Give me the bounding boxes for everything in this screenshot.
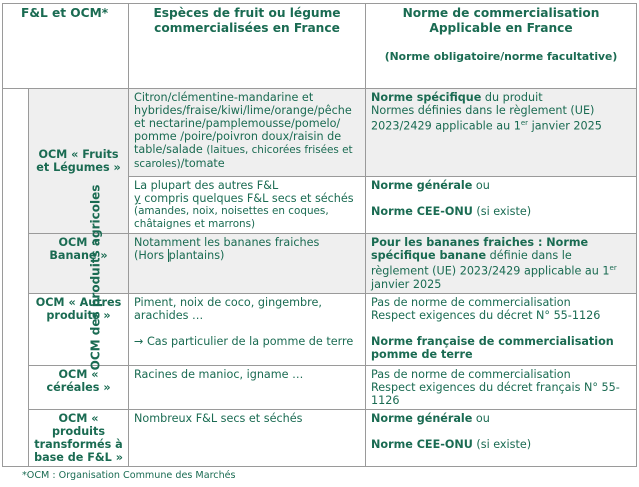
header-species: Espèces de fruit ou légume commercialisées en France (129, 4, 366, 89)
norm-fl-b (366, 177, 637, 234)
header-norm (366, 4, 637, 89)
species-banane (129, 234, 366, 294)
norm-fl-b2-bold: Norme CEE-ONU (371, 205, 473, 218)
header-norm-line2: Applicable en France (429, 21, 573, 35)
table-row (3, 89, 637, 177)
species-fl-a-end: /tomate (180, 157, 225, 170)
norm-banane-bold: Pour les bananes fraiches : Norme spécifique banane (371, 236, 589, 262)
norm-fl-a-bold: Norme spécifique (371, 91, 482, 104)
species-banane-line2b: plantains) (168, 249, 225, 262)
norm-banane-sup: er (609, 264, 617, 272)
norm-transformes-bold: Norme générale (371, 411, 473, 425)
species-autres-line1: Piment, noix de coco, gingembre, arachides … (134, 295, 322, 322)
species-autres-line2: → Cas particulier de la pomme de terre (134, 334, 354, 348)
header-row (3, 4, 637, 89)
header-norm-line1: Norme de commercialisation (402, 6, 600, 20)
norm-cereales (366, 365, 637, 409)
species-fl-a-small: (laitues, chicorées frisées et scaroles) (134, 144, 353, 170)
norm-autres-line2: Respect exigences du décret N° 55-1126 (371, 308, 601, 322)
norm-cereales-line2: Respect exigences du décret français N° 55-1126 (371, 380, 620, 407)
table-row (3, 409, 637, 466)
ocm-transformes: OCM « produits transformés à base de F&L » (29, 409, 129, 466)
norms-table (2, 3, 637, 467)
norm-cereales-line1: Pas de norme de commercialisation (371, 367, 571, 381)
norm-fl-a-sup: er (520, 119, 529, 127)
ocm-fl-label: OCM « Fruits et Légumes » (36, 148, 121, 174)
ocm-banane: OCM « Banane » (29, 234, 129, 294)
norm-fl-b-rest: ou (472, 179, 490, 192)
species-fl-b-y: y (134, 192, 141, 205)
norm-banane-end: janvier 2025 (371, 277, 442, 291)
norm-transformes2-rest: (si existe) (472, 437, 532, 451)
norm-fl-a-line2: Normes définies dans le règlement (UE) 2023/2429 applicable au 1 (371, 104, 595, 133)
ocm-fl (29, 89, 129, 234)
species-fl-a-text: Citron/clémentine-mandarine et hybrides/fraise/kiwi/lime/orange/pêche et nectarine/pamplemousse/pomelo/ pomme /poire/poivron doux/raisin de table/salade (134, 91, 352, 156)
species-banane-line2a: (Hors (134, 249, 168, 262)
norm-transformes (366, 409, 637, 466)
species-fl-b-small: (amandes, noix, noisettes en coques, châtaignes et marrons) (134, 205, 329, 230)
norm-fl-b2-rest: (si existe) (472, 205, 532, 218)
norm-fl-a (366, 89, 637, 177)
norm-banane-rest: définie dans le règlement (UE) 2023/2429 applicable au 1 (371, 249, 610, 278)
species-fl-b-line2: compris quelques F&L secs et séchés (140, 192, 354, 205)
species-fl-b-line1: La plupart des autres F&L (134, 179, 279, 192)
species-fl-a (129, 89, 366, 177)
header-norm-sub: (Norme obligatoire/norme facultative) (384, 50, 618, 63)
ocm-cereales: OCM « céréales » (29, 365, 129, 409)
species-banane-line1: Notamment les bananes fraiches (134, 236, 320, 249)
norm-transformes-rest: ou (472, 411, 490, 425)
norm-banane (366, 234, 637, 294)
species-cereales: Racines de manioc, igname … (129, 365, 366, 409)
norm-fl-a-rest: du produit (481, 91, 543, 104)
table-row (3, 365, 637, 409)
norm-transformes2-bold: Norme CEE-ONU (371, 437, 473, 451)
species-autres (129, 293, 366, 365)
footnote: *OCM : Organisation Commune des Marchés (22, 470, 236, 481)
species-fl-b (129, 177, 366, 234)
species-transformes: Nombreux F&L secs et séchés (129, 409, 366, 466)
norm-autres (366, 293, 637, 365)
side-label: OCM des produits agricoles (88, 184, 103, 371)
header-fl-ocm: F&L et OCM* (3, 4, 129, 89)
norm-autres-line1: Pas de norme de commercialisation (371, 295, 571, 309)
ocm-autres: OCM « Autres produits » (29, 293, 129, 365)
norm-autres-bold: Norme française de commercialisation pomme de terre (371, 334, 614, 361)
norm-fl-a-end: janvier 2025 (528, 119, 602, 133)
norm-fl-b-bold: Norme générale (371, 179, 473, 192)
